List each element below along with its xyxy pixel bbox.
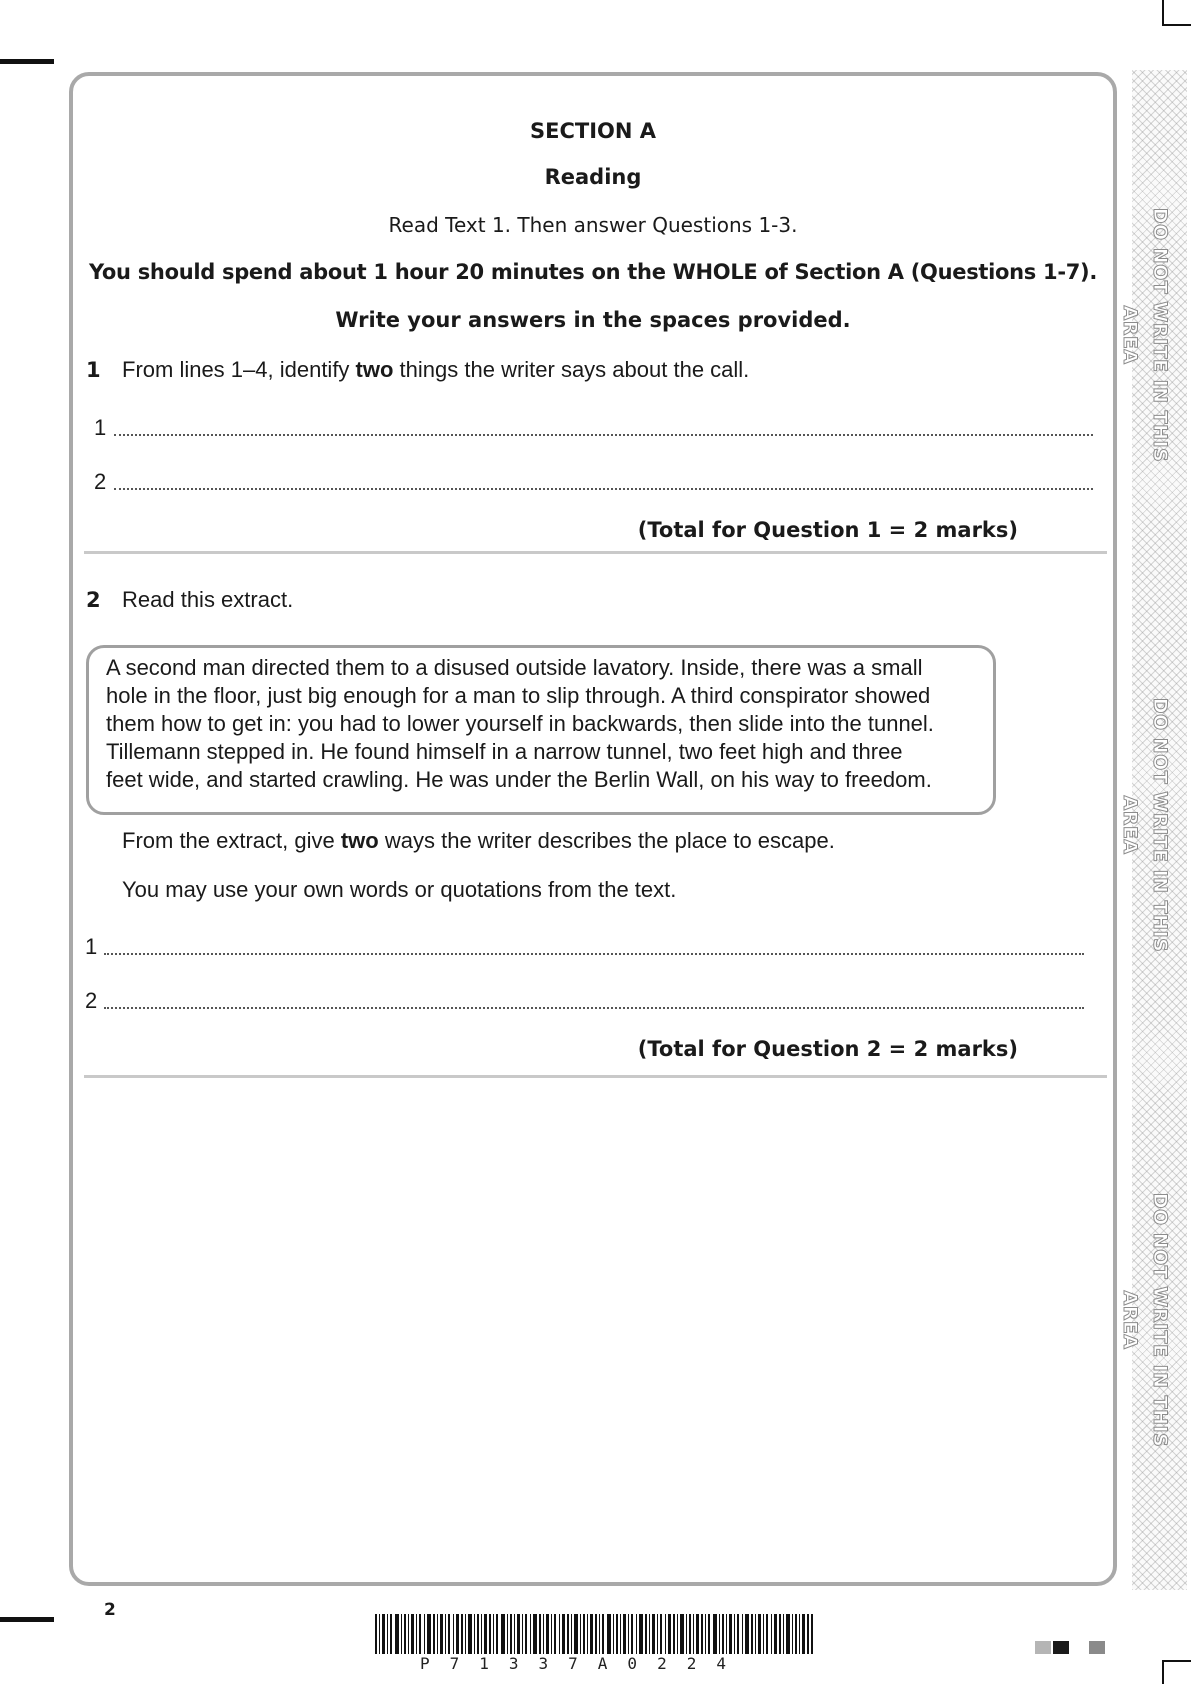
question-2-total: (Total for Question 2 = 2 marks) <box>637 1037 1018 1061</box>
crop-mark-right-top-h <box>1162 24 1191 26</box>
extract-line: them how to get in: you had to lower yourself in backwards, then slide into the tunnel. <box>106 711 934 736</box>
footer-square-light <box>1035 1641 1051 1654</box>
crop-mark-right-bottom-v <box>1162 1660 1164 1684</box>
question-1-text: From lines 1–4, identify two things the writer says about the call. <box>122 357 750 382</box>
question-2-prompt: From the extract, give two ways the writer describes the place to escape. <box>122 828 835 853</box>
extract-line: hole in the floor, just big enough for a man to slip through. A third conspirator showed <box>106 683 931 708</box>
footer-square-dark <box>1053 1641 1069 1654</box>
crop-mark-right-bottom-h <box>1162 1660 1191 1662</box>
question-1-bold: two <box>355 357 394 382</box>
extract-line: A second man directed them to a disused outside lavatory. Inside, there was a small <box>106 655 923 680</box>
question-1-number: 1 <box>86 358 101 382</box>
page-number: 2 <box>104 1600 116 1620</box>
margin-warning-middle: DO NOT WRITE IN THIS AREA <box>1119 697 1171 953</box>
q1-answer-2-line[interactable] <box>114 488 1093 490</box>
question-1-total: (Total for Question 1 = 2 marks) <box>637 518 1018 542</box>
question-2-divider <box>84 1075 1107 1078</box>
q1-answer-1-label: 1 <box>94 415 107 440</box>
extract-line: feet wide, and started crawling. He was under the Berlin Wall, on his way to freedom. <box>106 767 932 792</box>
question-2-number: 2 <box>86 588 101 612</box>
instruction-time: You should spend about 1 hour 20 minutes on the WHOLE of Section A (Questions 1-7). <box>88 260 1098 284</box>
crop-mark-left-bottom <box>0 1617 54 1622</box>
section-title: SECTION A <box>529 119 656 143</box>
question-2-intro: Read this extract. <box>122 587 294 612</box>
section-subtitle: Reading <box>544 165 642 189</box>
extract-line: Tillemann stepped in. He found himself in a narrow tunnel, two feet high and three <box>106 739 903 764</box>
barcode <box>375 1614 813 1654</box>
crop-mark-right-top-v <box>1162 0 1164 26</box>
footer-square-grey <box>1089 1641 1105 1654</box>
question-1-divider <box>84 551 1107 554</box>
q2-answer-2-label: 2 <box>85 988 98 1013</box>
q1-answer-2-label: 2 <box>94 469 107 494</box>
extract-box <box>86 645 996 815</box>
margin-warning-bottom: DO NOT WRITE IN THIS AREA <box>1119 1192 1171 1448</box>
margin-warning-top: DO NOT WRITE IN THIS AREA <box>1119 207 1171 463</box>
question-2-note: You may use your own words or quotations from the text. <box>122 877 677 902</box>
instruction-write: Write your answers in the spaces provided. <box>335 308 851 332</box>
crop-mark-left-top <box>0 59 54 64</box>
instruction-read: Read Text 1. Then answer Questions 1-3. <box>388 213 798 237</box>
barcode-bars <box>375 1614 813 1654</box>
q2-answer-1-line[interactable] <box>104 953 1084 955</box>
question-2-bold: two <box>340 828 379 853</box>
q2-answer-2-line[interactable] <box>104 1007 1084 1009</box>
q1-answer-1-line[interactable] <box>114 434 1093 436</box>
barcode-text: P71337A0224 <box>420 1654 746 1673</box>
q2-answer-1-label: 1 <box>85 934 98 959</box>
